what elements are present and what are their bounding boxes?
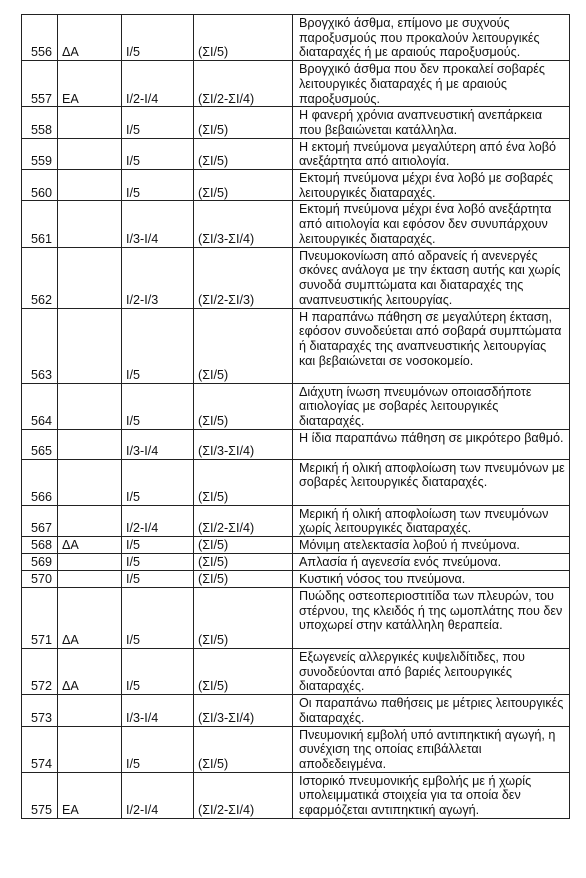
row-code [58,505,122,536]
row-number: 572 [22,649,58,695]
row-description: Βρογχικό άσθμα, επίμονο με συχνούς παροξυσμούς που προκαλούν λειτουργικές διαταραχές ή με αραιούς παροξυσμούς. [293,15,570,61]
row-code: ΔΑ [58,588,122,649]
row-description: Η ίδια παραπάνω πάθηση σε μικρότερο βαθμό. [293,429,570,459]
table-row [22,383,570,429]
row-rate: Ι/3-Ι/4 [122,201,194,247]
row-number: 569 [22,554,58,571]
row-code [58,571,122,588]
row-rate: Ι/5 [122,588,194,649]
row-number: 574 [22,726,58,772]
table-row [22,772,570,818]
row-code: ΕΑ [58,61,122,107]
row-rate-alt: (ΣΙ/5) [194,459,293,505]
row-rate: Ι/5 [122,726,194,772]
row-number: 562 [22,247,58,308]
table-row [22,201,570,247]
row-number: 566 [22,459,58,505]
row-rate: Ι/5 [122,170,194,201]
row-description: Πυώδης οστεοπεριοστιτίδα των πλευρών, του στέρνου, της κλειδός ή της ωμοπλάτης που δεν υποχωρεί στην κατάλληλη θεραπεία. [293,588,570,649]
row-number: 561 [22,201,58,247]
row-rate-alt: (ΣΙ/3-ΣΙ/4) [194,695,293,726]
row-rate-alt: (ΣΙ/5) [194,138,293,169]
row-rate-alt: (ΣΙ/3-ΣΙ/4) [194,429,293,459]
row-code [58,726,122,772]
row-code [58,308,122,383]
row-rate: Ι/2-Ι/3 [122,247,194,308]
row-number: 564 [22,383,58,429]
table-row [22,588,570,649]
row-rate: Ι/5 [122,383,194,429]
row-rate: Ι/3-Ι/4 [122,695,194,726]
row-number: 557 [22,61,58,107]
row-description: Κυστική νόσος του πνεύμονα. [293,571,570,588]
table-row [22,571,570,588]
row-rate-alt: (ΣΙ/2-ΣΙ/4) [194,772,293,818]
row-code [58,138,122,169]
disability-rates-table [21,14,570,819]
table-row [22,554,570,571]
row-rate-alt: (ΣΙ/5) [194,15,293,61]
row-rate-alt: (ΣΙ/5) [194,308,293,383]
row-rate-alt: (ΣΙ/5) [194,726,293,772]
row-rate: Ι/2-Ι/4 [122,61,194,107]
row-description: Πνευμονική εμβολή υπό αντιπηκτική αγωγή, η συνέχιση της οποίας επιβάλλεται αποδεδειγμένα. [293,726,570,772]
row-description: Η εκτομή πνεύμονα μεγαλύτερη από ένα λοβό ανεξάρτητα από αιτιολογία. [293,138,570,169]
row-rate: Ι/5 [122,308,194,383]
row-number: 571 [22,588,58,649]
table-row [22,138,570,169]
row-code: ΔΑ [58,537,122,554]
row-rate: Ι/5 [122,554,194,571]
row-number: 558 [22,107,58,138]
row-code [58,170,122,201]
table-row [22,726,570,772]
row-description: Απλασία ή αγενεσία ενός πνεύμονα. [293,554,570,571]
table-row [22,649,570,695]
row-code [58,247,122,308]
row-rate: Ι/3-Ι/4 [122,429,194,459]
table-row [22,695,570,726]
row-rate-alt: (ΣΙ/2-ΣΙ/4) [194,505,293,536]
row-code: ΕΑ [58,772,122,818]
row-number: 559 [22,138,58,169]
row-rate-alt: (ΣΙ/5) [194,571,293,588]
table-row [22,247,570,308]
row-rate: Ι/5 [122,459,194,505]
row-description: Μόνιμη ατελεκτασία λοβού ή πνεύμονα. [293,537,570,554]
table-row [22,537,570,554]
row-rate-alt: (ΣΙ/5) [194,554,293,571]
row-rate-alt: (ΣΙ/3-ΣΙ/4) [194,201,293,247]
row-description: Η παραπάνω πάθηση σε μεγαλύτερη έκταση, εφόσον συνοδεύεται από σοβαρά συμπτώματα ή διαταραχές της αναπνευστικής λειτουργίας και βεβαιώνεται σε νοσοκομείο. [293,308,570,383]
table-row [22,107,570,138]
table-row [22,61,570,107]
row-description: Ιστορικό πνευμονικής εμβολής με ή χωρίς υπολειμματικά στοιχεία για τα οποία δεν εφαρμόζεται αντιπηκτική αγωγή. [293,772,570,818]
table-row [22,459,570,505]
row-rate-alt: (ΣΙ/5) [194,588,293,649]
row-rate: Ι/5 [122,537,194,554]
row-number: 556 [22,15,58,61]
row-rate: Ι/5 [122,571,194,588]
row-rate: Ι/5 [122,649,194,695]
table-row [22,170,570,201]
row-code [58,429,122,459]
row-number: 565 [22,429,58,459]
row-rate-alt: (ΣΙ/5) [194,170,293,201]
row-rate-alt: (ΣΙ/5) [194,537,293,554]
row-code [58,459,122,505]
row-description: Μερική ή ολική αποφλοίωση των πνευμόνων χωρίς λειτουργικές διαταραχές. [293,505,570,536]
row-number: 570 [22,571,58,588]
row-rate-alt: (ΣΙ/5) [194,649,293,695]
row-number: 563 [22,308,58,383]
row-rate: Ι/2-Ι/4 [122,505,194,536]
table-row [22,15,570,61]
row-description: Βρογχικό άσθμα που δεν προκαλεί σοβαρές λειτουργικές διαταραχές ή με αραιούς παροξυσμούς. [293,61,570,107]
row-number: 573 [22,695,58,726]
row-code [58,383,122,429]
row-rate-alt: (ΣΙ/2-ΣΙ/4) [194,61,293,107]
row-rate-alt: (ΣΙ/2-ΣΙ/3) [194,247,293,308]
table-row [22,505,570,536]
row-rate: Ι/5 [122,107,194,138]
row-rate: Ι/5 [122,138,194,169]
row-description: Εκτομή πνεύμονα μέχρι ένα λοβό ανεξάρτητα από αιτιολογία και εφόσον δεν συνυπάρχουν λειτουργικές διαταραχές. [293,201,570,247]
row-code [58,107,122,138]
row-rate-alt: (ΣΙ/5) [194,107,293,138]
row-code [58,695,122,726]
row-number: 560 [22,170,58,201]
row-code [58,554,122,571]
row-rate: Ι/2-Ι/4 [122,772,194,818]
table-row [22,308,570,383]
row-description: Μερική ή ολική αποφλοίωση των πνευμόνων με σοβαρές λειτουργικές διαταραχές. [293,459,570,505]
row-rate-alt: (ΣΙ/5) [194,383,293,429]
row-rate: Ι/5 [122,15,194,61]
row-description: Διάχυτη ίνωση πνευμόνων οποιασδήποτε αιτιολογίας με σοβαρές λειτουργικές διαταραχές. [293,383,570,429]
row-code: ΔΑ [58,15,122,61]
row-code [58,201,122,247]
row-number: 575 [22,772,58,818]
table-row [22,429,570,459]
row-description: Εξωγενείς αλλεργικές κυψελιδίτιδες, που συνοδεύονται από βαριές λειτουργικές διαταραχές. [293,649,570,695]
row-number: 567 [22,505,58,536]
row-description: Η φανερή χρόνια αναπνευστική ανεπάρκεια που βεβαιώνεται κατάλληλα. [293,107,570,138]
row-description: Οι παραπάνω παθήσεις με μέτριες λειτουργικές διαταραχές. [293,695,570,726]
row-number: 568 [22,537,58,554]
row-code: ΔΑ [58,649,122,695]
row-description: Εκτομή πνεύμονα μέχρι ένα λοβό με σοβαρές λειτουργικές διαταραχές. [293,170,570,201]
row-description: Πνευμοκονίωση από αδρανείς ή ανενεργές σκόνες ανάλογα με την έκταση αυτής και χωρίς συνοδά συμπτώματα και διαταραχές της αναπνευστικής λειτουργίας. [293,247,570,308]
